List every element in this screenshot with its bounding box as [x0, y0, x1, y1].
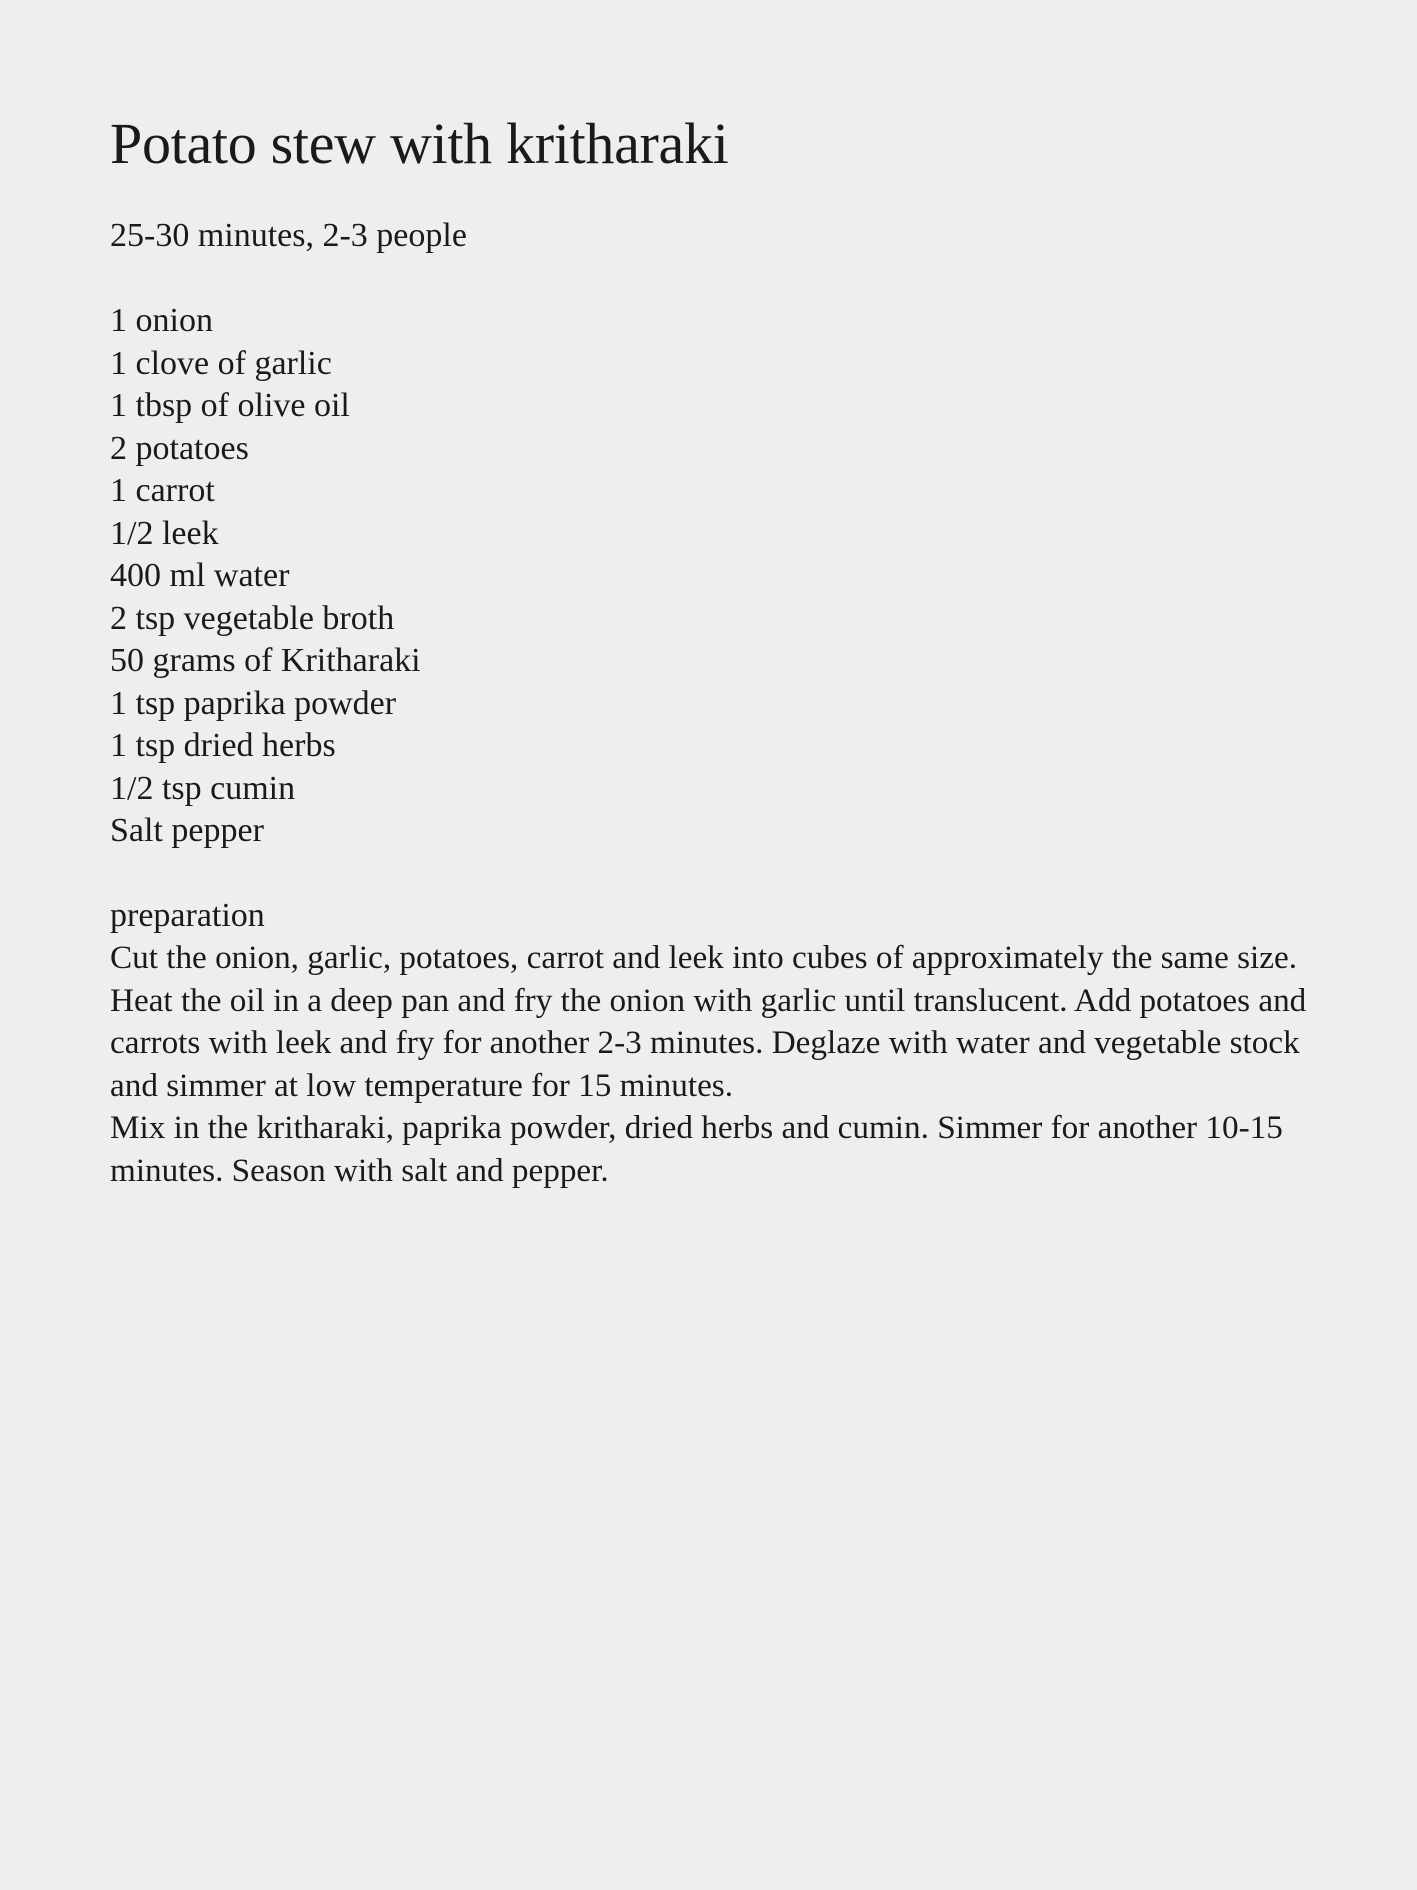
- ingredient-item: 1 onion: [110, 302, 213, 339]
- ingredient-item: 1 tsp paprika powder: [110, 684, 397, 722]
- ingredient-item: Salt pepper: [110, 812, 264, 849]
- ingredient-item: 1 tbsp of olive oil: [110, 387, 350, 424]
- preparation-text: [110, 937, 1330, 1192]
- ingredient-item: 1 tsp dried herbs: [110, 727, 336, 764]
- ingredient-item: 400 ml water: [110, 557, 290, 594]
- recipe-time-servings: 25-30 minutes, 2-3 people: [110, 217, 467, 254]
- preparation-paragraph: Cut the onion, garlic, potatoes, carrot and leek into cubes of approximately the same size. Heat the oil in a deep pan and fry the onion with garlic until translucent. Add potatoes and carrots with leek and fry for another 2-3 minutes. Deglaze with water and vegetable stock and simmer at low temperature for 15 minutes.: [110, 939, 1307, 1104]
- recipe-title: Potato stew with kritharaki: [110, 111, 729, 176]
- preparation-paragraph: Mix in the kritharaki, paprika powder, dried herbs and cumin. Simmer for another 10-15 minutes. Season with salt and pepper.: [110, 1109, 1283, 1189]
- ingredient-item: 1 clove of garlic: [110, 344, 332, 382]
- ingredient-item: 1/2 leek: [110, 514, 219, 552]
- ingredient-item: 2 potatoes: [110, 429, 249, 467]
- ingredient-item: 2 tsp vegetable broth: [110, 599, 395, 637]
- ingredient-item: 50 grams of Kritharaki: [110, 642, 421, 679]
- ingredient-item: 1 carrot: [110, 472, 215, 509]
- ingredient-list: [110, 300, 421, 853]
- ingredient-item: 1/2 tsp cumin: [110, 769, 296, 807]
- preparation-heading: preparation: [110, 897, 265, 934]
